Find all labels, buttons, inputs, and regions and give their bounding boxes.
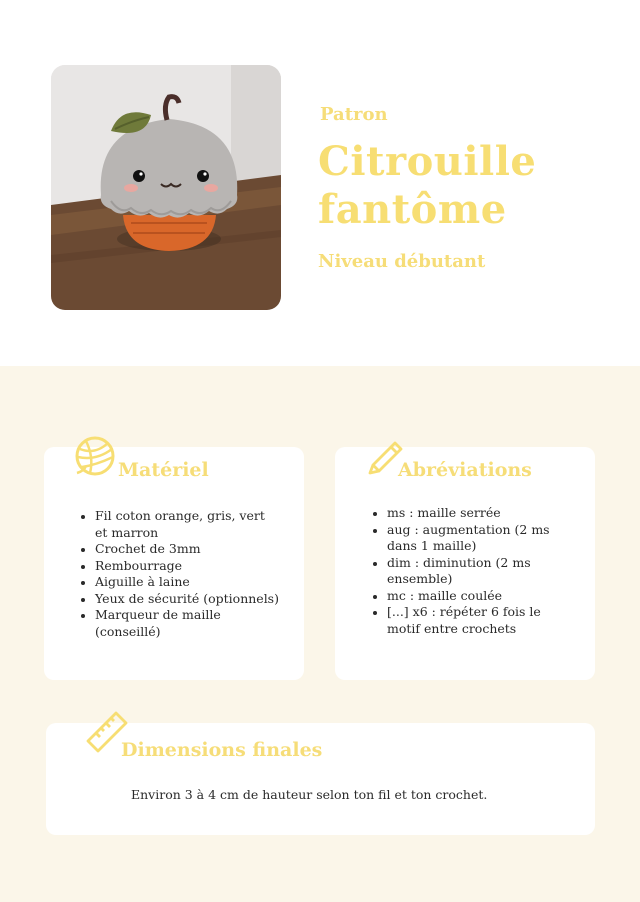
list-item: Yeux de sécurité (optionnels) xyxy=(81,591,281,608)
list-item: Fil coton orange, gris, vert et marron xyxy=(81,508,281,541)
page-title xyxy=(318,138,618,234)
list-item: ms : maille serrée xyxy=(373,505,573,522)
dimensions-card xyxy=(46,723,595,835)
list-item: Aiguille à laine xyxy=(81,574,281,591)
materials-list xyxy=(81,508,281,640)
title-line-2: fantôme xyxy=(318,186,507,233)
list-item: Marqueur de maille (conseillé) xyxy=(81,607,281,640)
abbreviations-card xyxy=(335,447,595,680)
pattern-kicker: Patron xyxy=(320,104,388,125)
list-item: aug : augmentation (2 ms dans 1 maille) xyxy=(373,522,573,555)
list-item: Crochet de 3mm xyxy=(81,541,281,558)
list-item: dim : diminution (2 ms ensemble) xyxy=(373,555,573,588)
dimensions-title: Dimensions finales xyxy=(121,739,323,761)
difficulty-level: Niveau débutant xyxy=(318,251,486,272)
amigurumi-photo xyxy=(51,65,281,310)
yarn-ball-icon xyxy=(74,435,116,477)
materials-card xyxy=(44,447,304,680)
list-item: Rembourrage xyxy=(81,558,281,575)
dimensions-text: Environ 3 à 4 cm de hauteur selon ton fil et ton crochet. xyxy=(131,787,488,802)
abbreviations-title: Abréviations xyxy=(398,459,532,481)
list-item: [...] x6 : répéter 6 fois le motif entre crochets xyxy=(373,604,573,637)
title-line-1: Citrouille xyxy=(318,138,537,185)
list-item: mc : maille coulée xyxy=(373,588,573,605)
materials-title: Matériel xyxy=(118,459,209,481)
abbreviations-list xyxy=(373,505,573,637)
